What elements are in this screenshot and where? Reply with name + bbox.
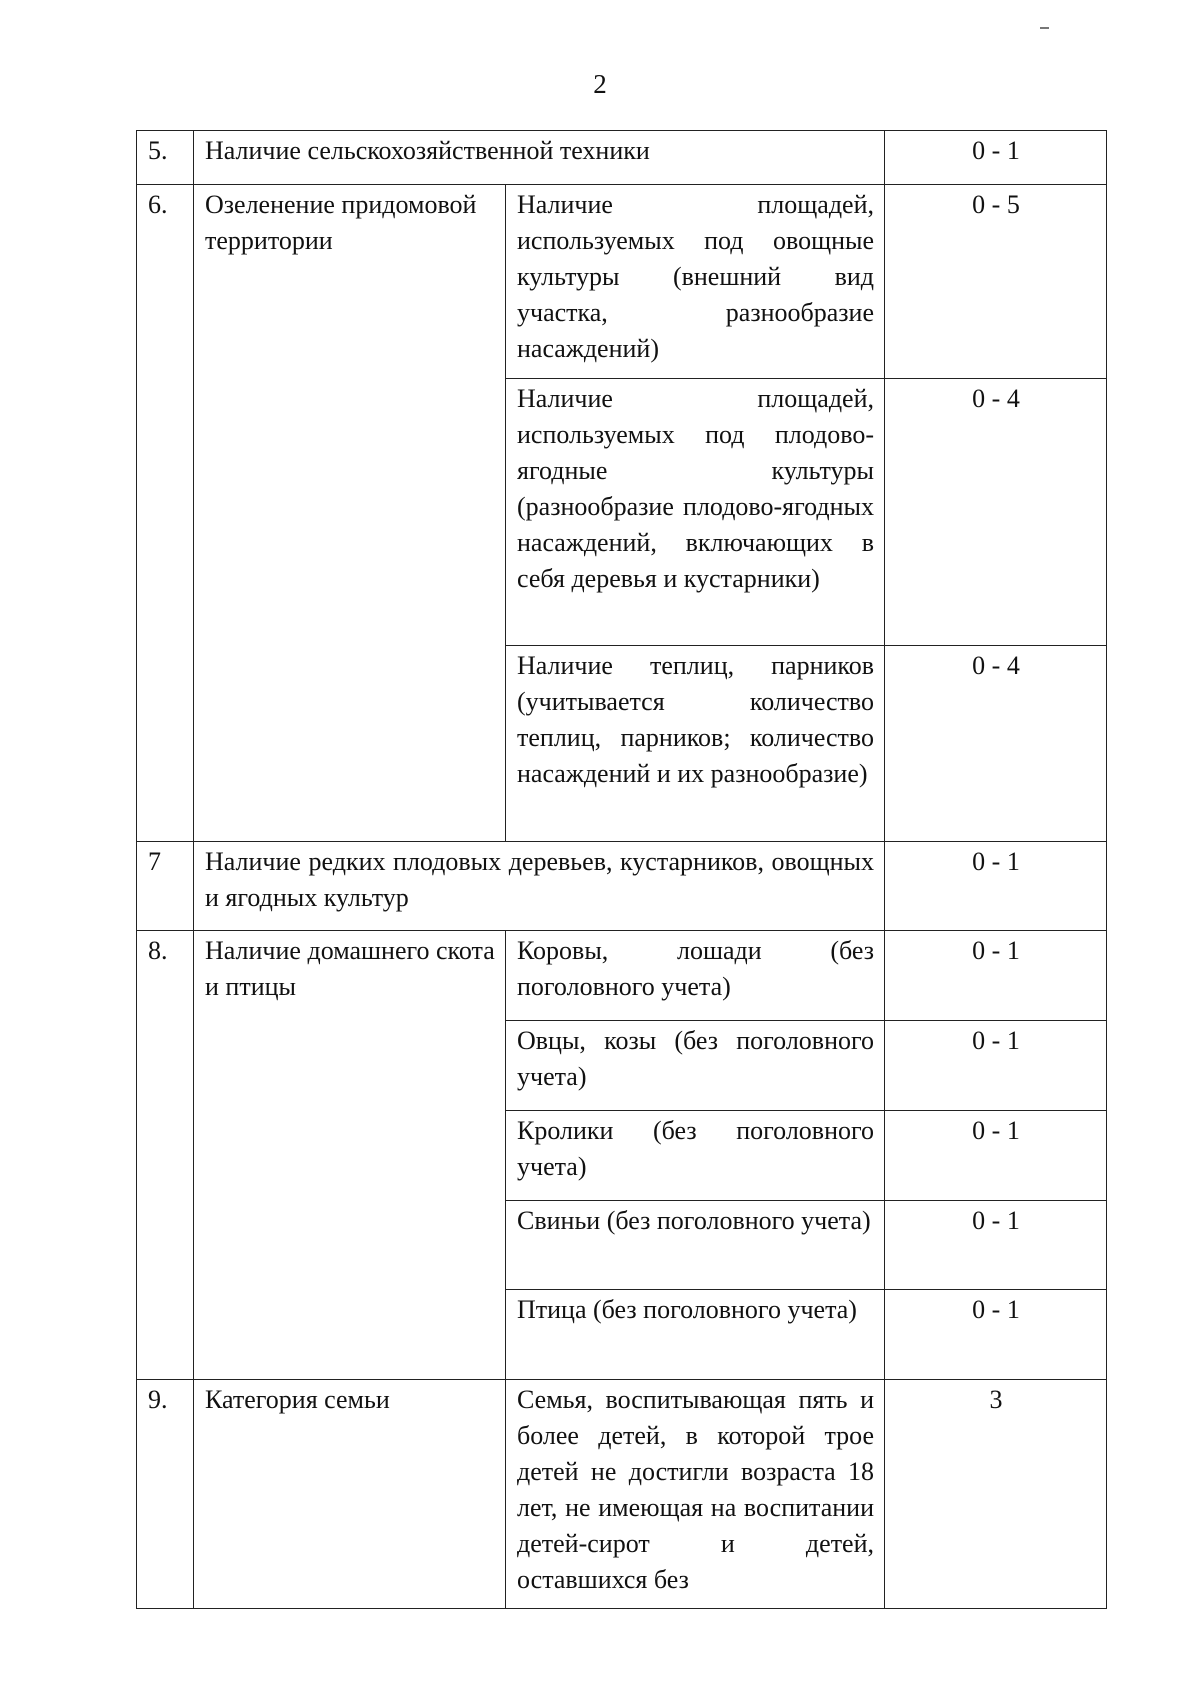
table-row xyxy=(137,185,1107,379)
score-range: 0 - 4 xyxy=(885,646,1107,842)
sub-criterion: Семья, воспитывающая пять и более детей, в которой трое детей не достигли возраста 18 лет, не имеющая на воспитании детей-сирот и детей, оставшихся без xyxy=(506,1380,885,1609)
criteria-table xyxy=(136,130,1107,1609)
sub-criterion: Наличие площадей, используемых под плодово-ягодные культуры (разнообразие плодово-ягодных насаждений, включающих в себя деревья и кустарники) xyxy=(506,379,885,646)
score-range: 3 xyxy=(885,1380,1107,1609)
table-row xyxy=(137,931,1107,1021)
row-number: 8. xyxy=(137,931,194,1380)
row-number: 9. xyxy=(137,1380,194,1609)
row-number: 6. xyxy=(137,185,194,842)
score-range: 0 - 1 xyxy=(885,131,1107,185)
score-range: 0 - 1 xyxy=(885,1290,1107,1380)
score-range: 0 - 4 xyxy=(885,379,1107,646)
table-row xyxy=(137,842,1107,931)
scan-mark xyxy=(1040,27,1049,29)
score-range: 0 - 1 xyxy=(885,1201,1107,1290)
sub-criterion: Овцы, козы (без поголовного учета) xyxy=(506,1021,885,1111)
sub-criterion: Коровы, лошади (без поголовного учета) xyxy=(506,931,885,1021)
sub-criterion: Кролики (без поголовного учета) xyxy=(506,1111,885,1201)
score-range: 0 - 1 xyxy=(885,1021,1107,1111)
row-number: 5. xyxy=(137,131,194,185)
score-range: 0 - 1 xyxy=(885,842,1107,931)
criterion-label: Категория семьи xyxy=(194,1380,506,1609)
sub-criterion: Наличие теплиц, парников (учитывается количество теплиц, парников; количество насаждений и их разнообразие) xyxy=(506,646,885,842)
score-range: 0 - 1 xyxy=(885,931,1107,1021)
score-range: 0 - 1 xyxy=(885,1111,1107,1201)
sub-criterion: Свиньи (без поголовного учета) xyxy=(506,1201,885,1290)
table-row xyxy=(137,1380,1107,1609)
table-row xyxy=(137,131,1107,185)
score-range: 0 - 5 xyxy=(885,185,1107,379)
criterion-label: Наличие редких плодовых деревьев, кустарников, овощных и ягодных культур xyxy=(194,842,885,931)
sub-criterion: Наличие площадей, используемых под овощные культуры (внешний вид участка, разнообразие насаждений) xyxy=(506,185,885,379)
criterion-label: Озеленение придомовой территории xyxy=(194,185,506,842)
criterion-label: Наличие домашнего скота и птицы xyxy=(194,931,506,1380)
page-number: 2 xyxy=(593,69,607,99)
row-number: 7 xyxy=(137,842,194,931)
sub-criterion: Птица (без поголовного учета) xyxy=(506,1290,885,1380)
criterion-label: Наличие сельскохозяйственной техники xyxy=(194,131,885,185)
